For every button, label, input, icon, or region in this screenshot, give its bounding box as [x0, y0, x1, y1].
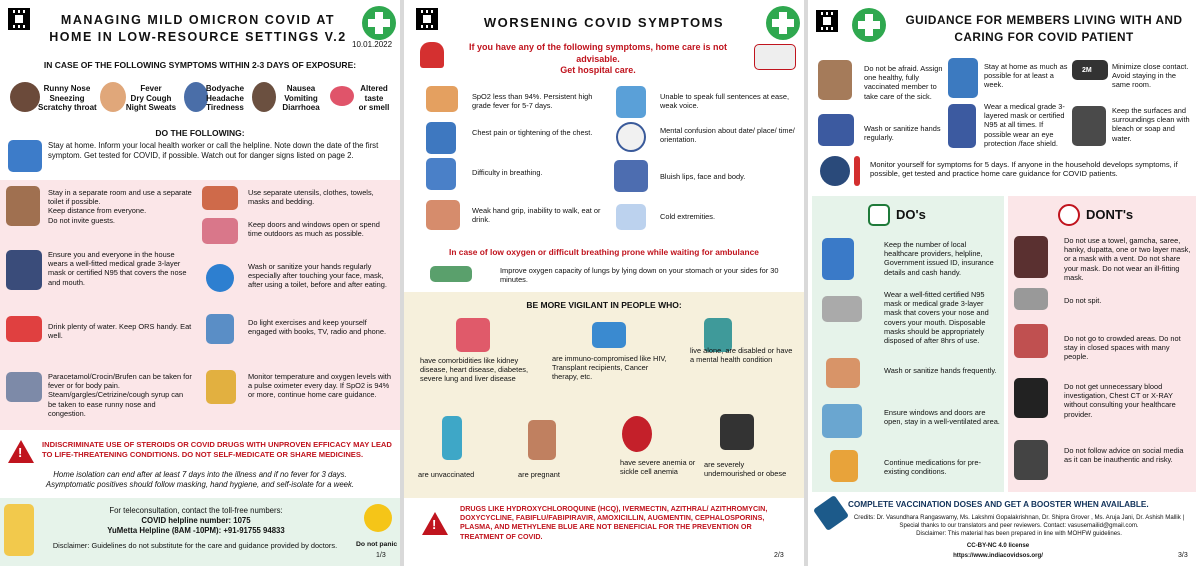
- person-sneezing-icon: [10, 82, 40, 112]
- chest-pain-icon: [426, 122, 456, 154]
- qr-code-icon: [816, 10, 838, 32]
- person-nausea-icon: [252, 82, 276, 112]
- steroid-warning: INDISCRIMINATE USE OF STEROIDS OR COVID DRUGS WITH UNPROVEN EFFICACY MAY LEAD TO LIFE-THREATENING CONDITIONS. DO NOT SELF-MEDICATE OR SHARE MEDICINES.: [42, 440, 392, 459]
- guide-4: Wear a medical grade 3-layered mask or certified N95 at all times. If possible wear an eye protection /face shield.: [984, 102, 1065, 148]
- dont-4: Do not get unnecessary blood investigation, Chest CT or X-RAY without consulting your healthcare provider.: [1064, 382, 1176, 419]
- clock-confusion-icon: [616, 122, 646, 152]
- vigilant-1: have comorbidities like kidney disease, heart disease, diabetes, severe lung and liver disease: [420, 356, 529, 384]
- drugs-warning: DRUGS LIKE HYDROXYCHLOROQUINE (HCQ), IVERMECTIN, AZITHRAL/ AZITHROMYCIN, DOXYCYCLINE, FABIFLU/FABIPIRAVIR, AMOXICILLIN, AUGMENTIN, CEPHALOSPORINS, PLASMA, AND METHYLENE BLUE ARE NOT BENEFICIAL FOR THE PREVENTION OR TREATMENT OF COVID.: [460, 504, 768, 541]
- cloth-mask-icon: [1014, 236, 1048, 278]
- home-care-left-2: Ensure you and everyone in the house wears a well-fitted medical grade 3-layer mask or certified N95 that covers the nose and mouth.: [48, 250, 187, 287]
- warning-icon: [8, 440, 34, 463]
- helpline-2: YuMetta Helpline (8AM -10PM): +91-91755 94833: [107, 526, 285, 535]
- ventilated-window-icon: [822, 404, 862, 438]
- vaccine-vial-icon: [442, 416, 462, 460]
- sign-left-4: Weak hand grip, inability to walk, eat or drink.: [472, 206, 601, 225]
- prone-position-icon: [430, 266, 472, 282]
- distance-label: 2M: [1082, 67, 1092, 74]
- breathing-icon: [426, 158, 456, 190]
- home-care-left-1: Stay in a separate room and use a separate toilet if possible. Keep distance from everyone. Do not invite guests.: [48, 188, 192, 225]
- crowd-icon: [1014, 324, 1048, 358]
- pregnant-icon: [528, 420, 556, 460]
- low-oxygen-text: Improve oxygen capacity of lungs by lying down on your stomach or your sides for 30 minutes.: [500, 266, 779, 285]
- sign-left-2: Chest pain or tightening of the chest.: [472, 128, 593, 137]
- low-oxygen-heading: In case of low oxygen or difficult breathing prone while waiting for ambulance: [449, 247, 759, 257]
- thermometer-person-icon: [820, 156, 850, 186]
- symptom-5: Altered taste or smell: [358, 84, 390, 112]
- guide-5: Minimize close contact. Avoid staying in the same room.: [1112, 62, 1189, 90]
- hand-wash-icon: [206, 264, 234, 292]
- do-text: Stay at home. Inform your local health worker or call the helpline. Note down the date of the first symptom. Get tested for COVID, if possible. Watch out for danger signs listed on page 2.: [48, 141, 379, 160]
- ambulance-icon: [754, 44, 796, 70]
- page-title: GUIDANCE FOR MEMBERS LIVING WITH AND CARING FOR COVID PATIENT: [905, 13, 1183, 44]
- home-care-right-3: Wash or sanitize your hands regularly especially after touching your face, mask, after using a toilet, before and after eating.: [248, 262, 387, 290]
- warning-icon: [422, 512, 448, 535]
- disclaimer: Disclaimer: Guidelines do not substitute for the care and guidance provided by doctors.: [52, 541, 338, 550]
- xray-icon: [1014, 378, 1048, 418]
- credits: Credits: Dr. Vasundhara Rangaswamy, Ms. Lakshmi Gopalakrishnan, Dr. Shipra Grover , Ms. Aruja Jani, Dr. Ashish Mallik | Special thanks to our translators and peer reviewers. Contact: vasusemailid@gmail.com.: [853, 514, 1185, 529]
- vaccination-text: COMPLETE VACCINATION DOSES AND GET A BOOSTER WHEN AVAILABLE.: [848, 500, 1149, 509]
- donts-heading: DONT's: [1086, 207, 1134, 222]
- cleaning-icon: [1072, 106, 1106, 146]
- home-care-right-4: Do light exercises and keep yourself engaged with books, TV, radio and phone.: [248, 318, 387, 337]
- sign-right-1: Unable to speak full sentences at ease, weak voice.: [660, 92, 790, 111]
- blood-cell-icon: [622, 416, 652, 452]
- n95-mask-icon: [822, 296, 862, 322]
- symptom-3: Bodyache Headache Tiredness: [205, 84, 245, 112]
- sign-right-3: Bluish lips, face and body.: [660, 172, 746, 181]
- helpline-1: COVID helpline number: 1075: [141, 516, 251, 525]
- medicine-bottle-icon: [830, 450, 858, 482]
- medical-cross-logo-icon: [852, 8, 886, 42]
- do-5: Continue medications for pre-existing conditions.: [884, 458, 981, 477]
- page-number: 3/3: [1178, 552, 1188, 559]
- page-title: MANAGING MILD OMICRON COVID AT HOME IN LOW-RESOURCE SETTINGS V.2: [49, 13, 347, 44]
- guide-1: Do not be afraid. Assign one healthy, fully vaccinated member to take care of the sick.: [864, 64, 943, 101]
- do-3: Wash or sanitize hands frequently.: [884, 366, 997, 375]
- vigilant-5: are pregnant: [518, 470, 560, 479]
- medical-cross-logo-icon: [766, 6, 800, 40]
- qr-code-icon: [416, 8, 438, 30]
- symptom-2: Fever Dry Cough Night Sweats: [125, 84, 177, 112]
- sign-left-3: Difficulty in breathing.: [472, 168, 543, 177]
- dont-5: Do not follow advice on social media as it can be inauthentic and risky.: [1064, 446, 1184, 465]
- website-url: https://www.indiacovidsos.org/: [953, 552, 1043, 559]
- thermometer-oximeter-icon: [206, 370, 236, 404]
- page-number: 2/3: [774, 552, 784, 559]
- guide-3: Stay at home as much as possible for at least a week.: [984, 62, 1068, 90]
- wash-hands-icon: [826, 358, 860, 388]
- symptom-4: Nausea Vomiting Diarrhoea: [282, 84, 320, 112]
- tongue-icon: [330, 86, 354, 106]
- disclaimer: Disclaimer: This material has been prepared in line with MOHFW guidelines.: [916, 530, 1122, 537]
- home-care-left-4: Paracetamol/Crocin/Brufen can be taken for fever or for body pain. Steam/gargles/Cetrizine/cough syrup can be taken to ease runny nose and congestion.: [48, 372, 192, 418]
- speaking-icon: [616, 86, 646, 118]
- pills-icon: [6, 372, 42, 402]
- guide-2: Wash or sanitize hands regularly.: [864, 124, 941, 143]
- page-3: [808, 0, 1200, 566]
- dos-heading: DO's: [896, 207, 926, 222]
- weak-hand-icon: [426, 200, 460, 230]
- qr-code-icon: [8, 8, 30, 30]
- family-mask-icon: [6, 250, 42, 290]
- vigilant-4: are unvaccinated: [418, 470, 475, 479]
- sign-right-4: Cold extremities.: [660, 212, 716, 221]
- do-heading: DO THE FOLLOWING:: [155, 128, 245, 138]
- dont-panic-label: Do not panic: [356, 541, 398, 548]
- siren-icon: [420, 42, 444, 68]
- comorbidity-icon: [456, 318, 490, 352]
- page-2: [404, 0, 804, 566]
- window-icon: [202, 218, 238, 244]
- home-care-right-5: Monitor temperature and oxygen levels with a pulse oximeter every day. If SpO2 is 94% or more, continue home care guidance.: [248, 372, 391, 400]
- weighing-scale-icon: [720, 414, 754, 450]
- do-2: Wear a well-fitted certified N95 mask or medical grade 3-layer mask that covers your nose and covers your mouth. Disposable masks should be appropriately disposed of after 8hrs of use.: [884, 290, 989, 346]
- spit-icon: [1014, 288, 1048, 310]
- mask-icon: [948, 104, 976, 148]
- vigilant-7: are severely undernourished or obese: [704, 460, 787, 479]
- hospital-alert: If you have any of the following symptoms, home care is not advisable. Get hospital care.: [468, 42, 728, 75]
- stay-home-icon: [948, 58, 978, 98]
- vigilant-heading: BE MORE VIGILANT IN PEOPLE WHO:: [526, 300, 682, 310]
- sign-right-2: Mental confusion about date/ place/ time/ orientation.: [660, 126, 795, 145]
- do-4: Ensure windows and doors are open, stay in a well-ventilated area.: [884, 408, 1000, 427]
- teleconsultation-text: For teleconsultation, contact the toll-free numbers:: [109, 506, 283, 515]
- testing-icon: [8, 140, 42, 172]
- page-number: 1/3: [376, 552, 386, 559]
- cold-hand-icon: [616, 204, 646, 230]
- doctor-icon: [822, 238, 854, 280]
- sign-left-1: SpO2 less than 94%. Persistent high grade fever for 5-7 days.: [472, 92, 593, 111]
- home-care-right-1: Use separate utensils, clothes, towels, masks and bedding.: [248, 188, 374, 207]
- thermometer-icon: [854, 156, 860, 186]
- medical-cross-logo-icon: [362, 6, 396, 40]
- exposure-heading: IN CASE OF THE FOLLOWING SYMPTOMS WITHIN 2-3 DAYS OF EXPOSURE:: [43, 60, 357, 70]
- smiley-icon: [364, 504, 392, 532]
- caregiver-icon: [818, 60, 852, 100]
- fruit-water-icon: [6, 316, 42, 342]
- house-icon: [6, 186, 40, 226]
- check-icon: [868, 204, 890, 226]
- page-1: [0, 0, 400, 566]
- vigilant-3: live alone, are disabled or have a mental health condition: [690, 346, 793, 365]
- guide-6: Keep the surfaces and surroundings clean with bleach or soap and water.: [1112, 106, 1190, 143]
- dont-3: Do not go to crowded areas. Do not stay in closed spaces with many people.: [1064, 334, 1181, 362]
- utensils-icon: [202, 186, 238, 210]
- do-1: Keep the number of local healthcare providers, helpline, Government issued ID, insurance details and cash handy.: [884, 240, 994, 277]
- vigilant-6: have severe anemia or sickle cell anemia: [620, 458, 696, 477]
- bluish-face-icon: [614, 160, 648, 192]
- isolation-note: Home isolation can end after at least 7 days into the illness and if no fever for 3 days. Asymptomatic positives should follow masking, hand hygiene, and self-isolate for a week.: [45, 470, 355, 489]
- page-title: WORSENING COVID SYMPTOMS: [483, 15, 725, 30]
- symptom-1: Runny Nose Sneezing Scratchy throat: [38, 84, 97, 112]
- exercise-icon: [206, 314, 234, 344]
- immuno-icon: [592, 322, 626, 348]
- vigilant-2: are immuno-compromised like HIV, Transplant recipients, Cancer therapy, etc.: [552, 354, 667, 382]
- monitor-text: Monitor yourself for symptoms for 5 days. If anyone in the household develops symptoms, if possible, get tested and practice home care guidance for COVID patients.: [870, 160, 1178, 179]
- cross-circle-icon: [1058, 204, 1080, 226]
- dont-1: Do not use a towel, gamcha, saree, hanky, dupatta, one or two layer mask, or a mask with a vent. Do not share your mask. Do not wear an ill-fitting mask.: [1064, 236, 1191, 282]
- home-care-right-2: Keep doors and windows open or spend time outdoors as much as possible.: [248, 220, 380, 239]
- dont-2: Do not spit.: [1064, 296, 1102, 305]
- oximeter-icon: [426, 86, 458, 112]
- license: CC-BY-NC 4.0 license: [966, 542, 1030, 549]
- date: 10.01.2022: [352, 40, 393, 49]
- home-care-left-3: Drink plenty of water. Keep ORS handy. Eat well.: [48, 322, 192, 341]
- hand-sanitize-icon: [818, 114, 854, 146]
- phone-social-icon: [1014, 440, 1048, 480]
